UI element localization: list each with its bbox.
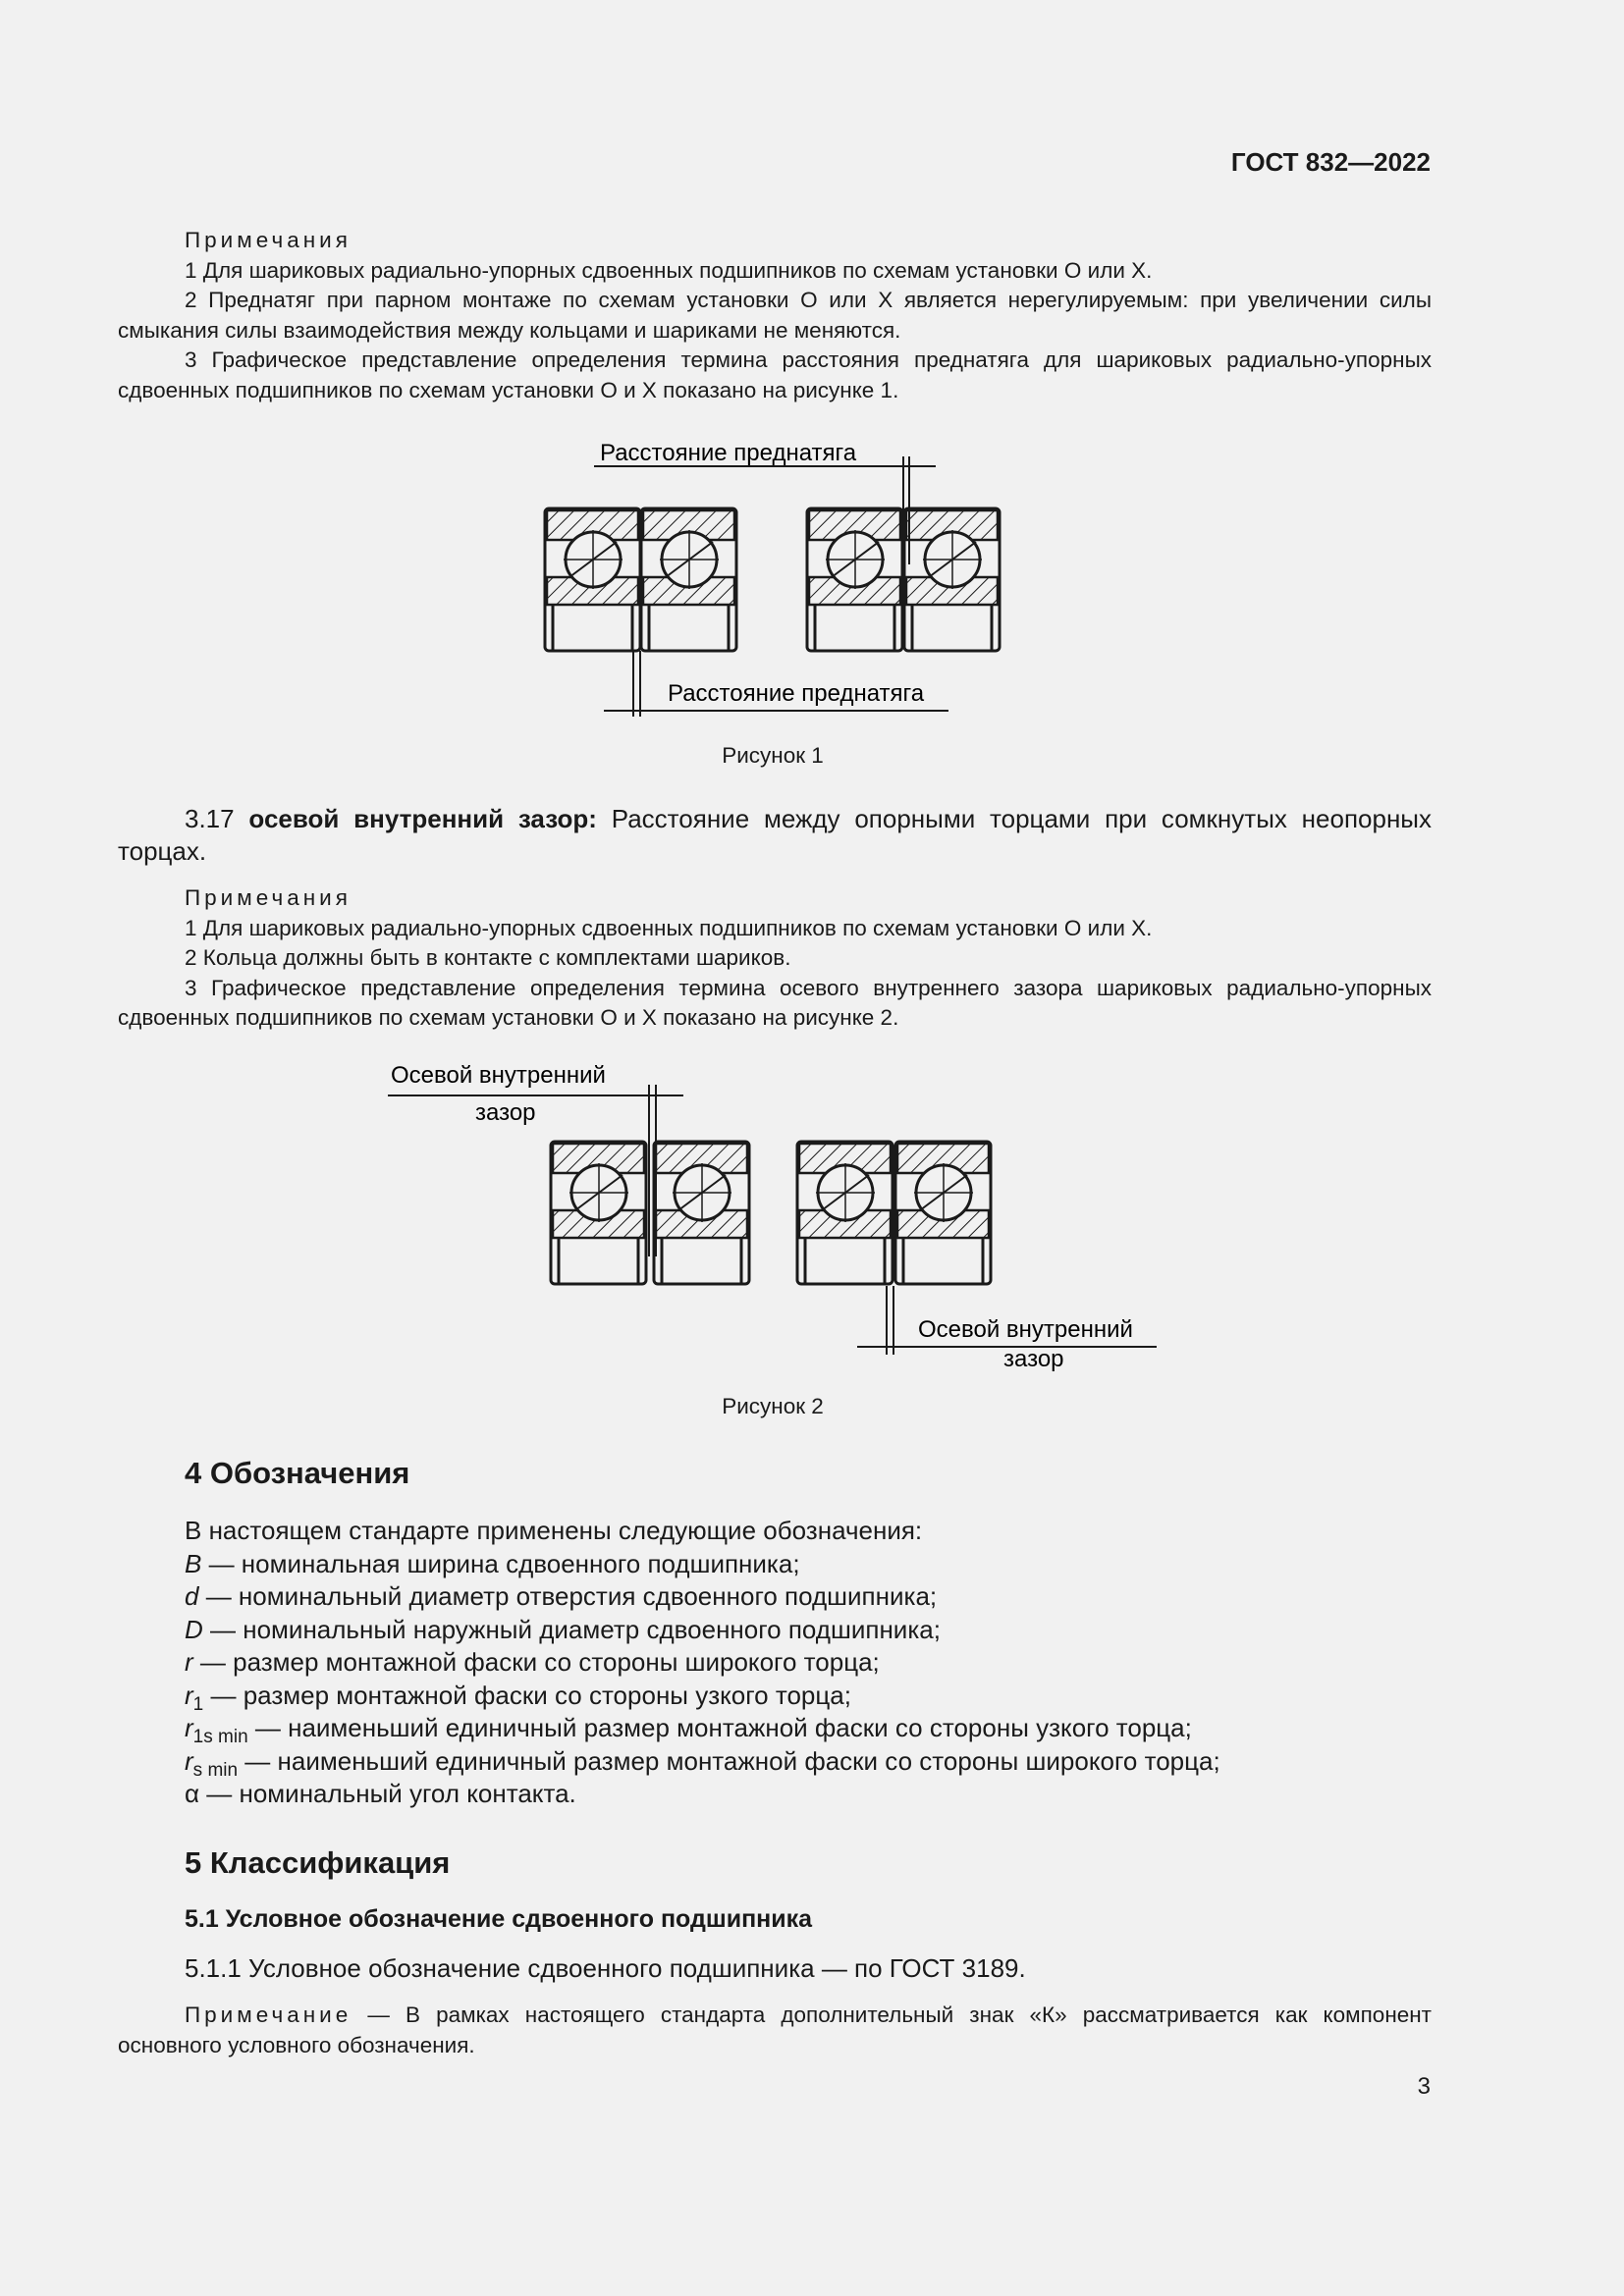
figure-1-label-bottom: Расстояние преднатяга: [668, 680, 925, 707]
symbol-definition: [118, 1646, 1432, 1680]
note-item: 2 Кольца должны быть в контакте с комплектами шариков.: [185, 945, 791, 970]
figure-2-drawing: [0, 1060, 1624, 1384]
notes-block-1: [118, 226, 1432, 405]
symbol: B: [185, 1548, 202, 1578]
notes-block-2: [118, 883, 1432, 1034]
figure-1-caption: Рисунок 1: [722, 743, 824, 768]
symbol: r: [185, 1680, 193, 1710]
note-item: 1 Для шариковых радиально-упорных сдвоенных подшипников по схемам установки О или Х.: [185, 257, 1153, 283]
symbol-definition: [118, 1745, 1432, 1779]
page-number: 3: [1417, 2073, 1431, 2100]
note-item: 3 Графическое представление определения термина расстояния преднатяга для шариковых радиально-упорных сдвоенных подшипников по схемам установки О и Х показано на рисунке 1.: [118, 347, 1432, 402]
notes-title: Примечания: [185, 885, 352, 910]
notes-title: Примечания: [185, 228, 352, 252]
term-name: осевой внутренний зазор:: [248, 804, 597, 833]
symbol-definition: [118, 1580, 1432, 1614]
symbol: D: [185, 1614, 203, 1644]
symbols-list: [118, 1548, 1432, 1811]
term-3-17: [118, 803, 1432, 868]
symbol-description: — размер монтажной фаски со стороны широкого торца;: [192, 1647, 880, 1677]
symbol: d: [185, 1581, 199, 1611]
symbol-description: — наименьший единичный размер монтажной фаски со стороны узкого торца;: [247, 1713, 1192, 1742]
note-item: 2 Преднатяг при парном монтаже по схемам установки О или Х является нерегулируемым: при увеличении силы смыкания силы взаимодействия между кольцами и шариками не меняются.: [118, 288, 1432, 343]
symbol-subscript: s min: [192, 1759, 239, 1781]
symbol: r: [185, 1713, 193, 1742]
symbol: α: [185, 1779, 200, 1808]
symbol-description: — размер монтажной фаски со стороны узкого торца;: [203, 1680, 851, 1710]
figure-2-label-bottom-line2: зазор: [1003, 1346, 1064, 1372]
standard-header: ГОСТ 832—2022: [1230, 147, 1431, 177]
symbol-definition: [118, 1680, 1432, 1713]
symbol-definition: [118, 1778, 1432, 1811]
figure-2-caption: Рисунок 2: [722, 1394, 824, 1418]
section-4-intro: В настоящем стандарте применены следующие обозначения:: [185, 1516, 923, 1545]
term-definition: Расстояние между опорными торцами при сомкнутых неопорных торцах.: [118, 804, 1432, 866]
symbol-description: — номинальный угол контакта.: [199, 1779, 576, 1808]
note-label: Примечание: [185, 2002, 352, 2027]
symbol-definition: [118, 1548, 1432, 1581]
symbol-description: — номинальный диаметр отверстия сдвоенного подшипника;: [198, 1581, 938, 1611]
symbol-description: — наименьший единичный размер монтажной фаски со стороны широкого торца;: [238, 1745, 1220, 1776]
symbol-definition: [118, 1614, 1432, 1647]
note-item: 1 Для шариковых радиально-упорных сдвоенных подшипников по схемам установки О или Х.: [185, 915, 1153, 940]
figure-1-drawing: [0, 422, 1624, 736]
note-item: 3 Графическое представление определения термина осевого внутреннего зазора шариковых радиально-упорных сдвоенных подшипников по схемам установки О и Х показано на рисунке 2.: [118, 975, 1432, 1030]
symbol: r: [185, 1647, 193, 1677]
symbol-definition: [118, 1712, 1432, 1745]
section-5-note: [118, 2001, 1432, 2060]
symbol-description: — номинальная ширина сдвоенного подшипника;: [201, 1548, 800, 1578]
figure-2-label-bottom-line1: Осевой внутренний: [918, 1316, 1133, 1343]
section-5-heading: 5 Классификация: [185, 1845, 451, 1880]
symbol-subscript: 1s min: [192, 1727, 248, 1747]
section-4-body: [118, 1515, 1432, 1811]
symbol-description: — номинальный наружный диаметр сдвоенного подшипника;: [202, 1614, 941, 1644]
section-5-1-heading: 5.1 Условное обозначение сдвоенного подшипника: [185, 1905, 813, 1933]
figure-2-label-top-line2: зазор: [475, 1099, 536, 1126]
figure-1-label-top: Расстояние преднатяга: [600, 440, 857, 466]
paragraph-5-1-1: 5.1.1 Условное обозначение сдвоенного подшипника — по ГОСТ 3189.: [185, 1953, 1026, 1983]
symbol: r: [185, 1745, 193, 1776]
section-4-heading: 4 Обозначения: [185, 1456, 410, 1490]
figure-2-label-top-line1: Осевой внутренний: [391, 1062, 606, 1089]
note-text: — В рамках настоящего стандарта дополнительный знак «К» рассматривается как компонент основного условного обозначения.: [118, 2002, 1432, 2057]
symbol-subscript: 1: [192, 1693, 204, 1715]
term-number: 3.17: [185, 804, 235, 833]
